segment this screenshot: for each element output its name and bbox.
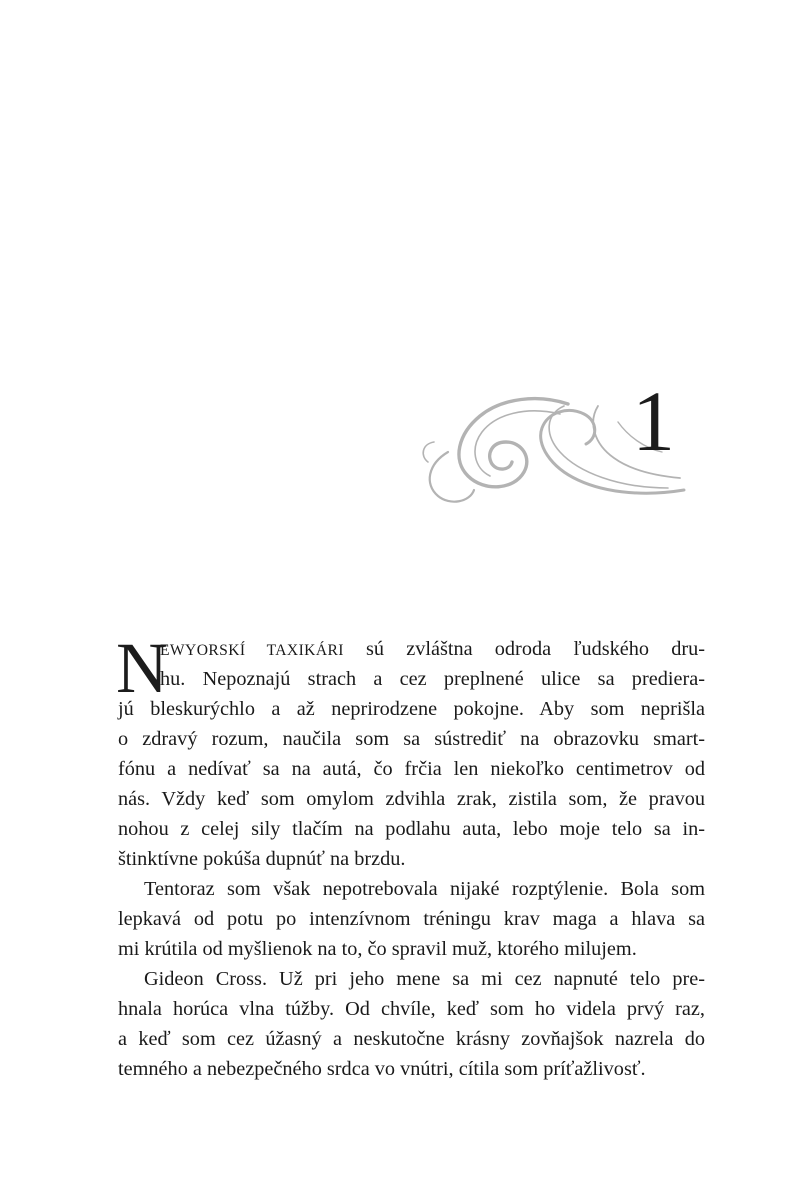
text-line: Tentoraz som však nepotrebovala nijaké rozptýlenie. Bola som	[144, 878, 705, 900]
text-line: lepkavá od potu po intenzívnom tréningu krav maga a hlava sa	[118, 908, 705, 930]
drop-cap: N	[116, 628, 168, 708]
text-line: hnala horúca vlna túžby. Od chvíle, keď som ho videla prvý raz,	[118, 998, 705, 1020]
text-line: nás. Vždy keď som omylom zdvihla zrak, zistila som, že pravou	[118, 788, 705, 810]
chapter-number: 1	[632, 373, 675, 469]
lead-smallcaps: EWYORSKÍ TAXIKÁRI	[160, 642, 344, 659]
text-line	[118, 634, 705, 664]
line-text: sú zvláštna odroda ľudského dru-	[343, 638, 705, 660]
text-line: fónu a nedívať sa na autá, čo frčia len niekoľko centimetrov od	[118, 758, 705, 780]
text-line: štinktívne pokúša dupnúť na brzdu.	[118, 848, 406, 870]
chapter-body	[116, 628, 705, 1084]
text-line: a keď som cez úžasný a neskutočne krásny zovňajšok nazrela do	[118, 1028, 705, 1050]
text-line: mi krútila od myšlienok na to, čo spravil muž, ktorého milujem.	[118, 938, 637, 960]
text-line: o zdravý rozum, naučila som sa sústrediť na obrazovku smart-	[118, 728, 705, 750]
text-line: Gideon Cross. Už pri jeho mene sa mi cez napnuté telo pre-	[144, 968, 705, 990]
text-line: jú bleskurýchlo a až neprirodzene pokojne. Aby som neprišla	[118, 698, 705, 720]
text-line: nohou z celej sily tlačím na podlahu auta, lebo moje telo sa in-	[118, 818, 705, 840]
text-line: temného a nebezpečného srdca vo vnútri, cítila som príťažlivosť.	[118, 1058, 646, 1080]
text-line: hu. Nepoznajú strach a cez preplnené ulice sa prediera-	[160, 668, 705, 690]
